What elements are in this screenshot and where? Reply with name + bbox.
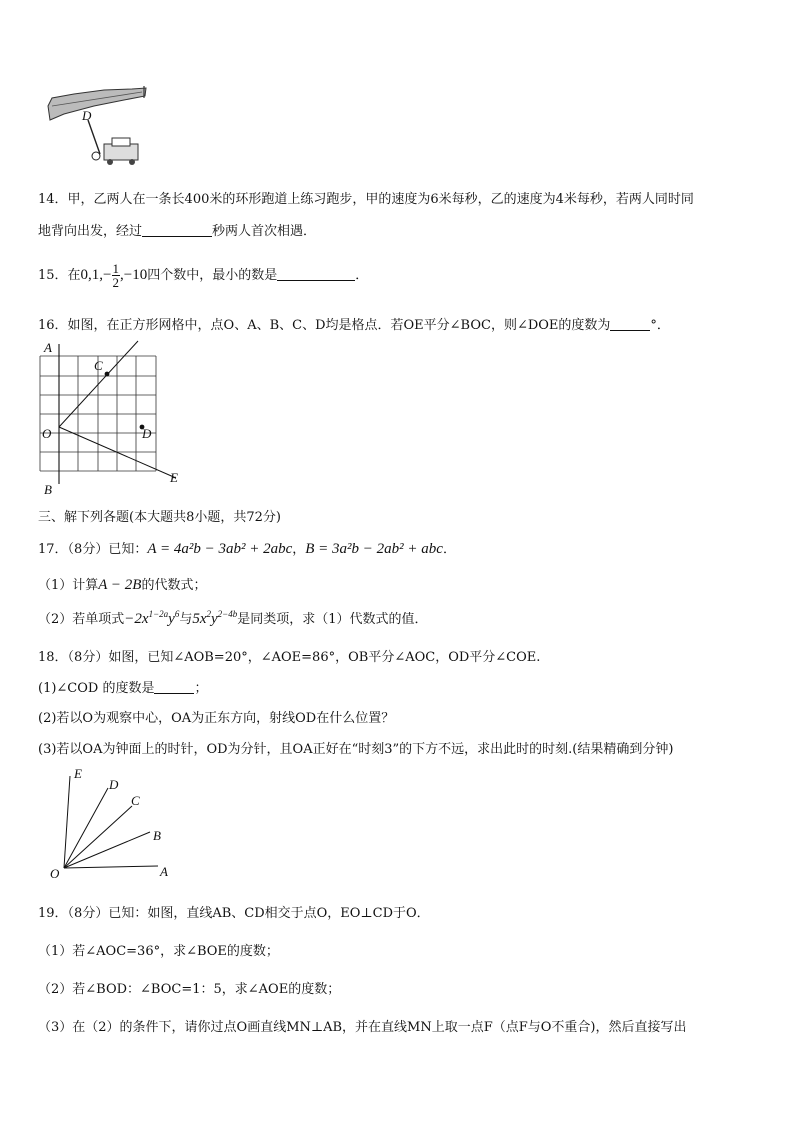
q16-label-e: E [170,470,178,485]
q16-label-a: A [44,340,52,355]
q17-m1-yexp: 6 [174,609,180,619]
q16-text: 16．如图，在正方形网格中，点O、A、B、C、D均是格点．若OE平分∠BOC，则∠DOE的度数为 [38,318,611,333]
q17-m1-base: −2x [124,611,149,627]
q17-monomial-1 [124,611,179,627]
q17-p2-post: 是同类项，求（1）代数式的值． [237,612,428,627]
q17-part2 [38,608,428,628]
q16-label-o: O [42,426,52,441]
q18-label-c: C [131,793,140,808]
q16-label-b: B [44,482,52,497]
q19-part1: （1）若∠AOC=36°，求∠BOE的度数； [38,944,279,959]
q18-angle-figure [40,762,190,886]
q17-head-line [38,538,456,558]
q19-part2: （2）若∠BOD：∠BOC=1：5，求∠AOE的度数； [38,982,341,997]
q18-label-d: D [109,777,119,792]
q15-pre: 15．在 [38,268,81,283]
q17-p1-post: 的代数式； [141,578,207,593]
q18-part1 [38,677,207,696]
q17-expr-a: A = 4a²b − 3ab² + 2abc [147,541,293,557]
q17-m2-yexp: 2−4b [217,609,238,619]
q17-p1-expr: A − 2B [98,577,142,593]
q17-p2-mid: 与 [179,612,193,627]
q14-line2-pre: 地背向出发，经过 [38,224,143,239]
q17-monomial-2 [192,611,237,627]
q17-end: ． [442,542,456,557]
q16-label-d: D [142,426,152,441]
q17-expr-b: B = 3a²b − 2ab² + abc [305,541,443,557]
q16-grid-figure [30,338,190,498]
q18-part3: (3)若以OA为钟面上的时针，OD为分针，且OA正好在“时刻3”的下方不远，求出此时的时刻.(结果精确到分钟) [38,742,674,757]
q17-m2-base: 5x [192,611,207,627]
q17-m2-exp: 2 [206,609,211,619]
q17-head: 17．（8分）已知： [38,542,148,557]
q17-m2-y: y [211,611,218,627]
q14-line2-post: 秒两人首次相遇． [212,224,317,239]
q15-post: 四个数中，最小的数是 [147,268,278,283]
q17-m1-y: y [168,611,175,627]
q15-frac-den: 2 [112,275,120,290]
q18-label-e: E [74,766,82,781]
q18-answer-blank [154,679,194,694]
q14-answer-blank [142,222,212,237]
q17-p2-pre: （2）若单项式 [38,612,125,627]
top-figure [44,84,154,174]
q15-end: ． [355,268,369,283]
q17-m1-exp: 1−2a [148,609,169,619]
q18-head: 18．（8分）如图，已知∠AOB=20°，∠AOE=86°，OB平分∠AOC，OD平分∠COE. [38,650,541,665]
q17-p1-pre: （1）计算 [38,578,99,593]
q19-part3: （3）在（2）的条件下，请你过点O画直线MN⊥AB，并在直线MN上取一点F（点F与O不重合)，然后直接写出 [38,1020,687,1035]
q18-p1-pre: (1)∠COD 的度数是 [38,681,155,696]
q18-label-o: O [50,866,60,881]
q15-nums-a: 0,1,− [80,267,112,283]
q18-part2: (2)若以O为观察中心，OA为正东方向，射线OD在什么位置？ [38,711,395,726]
q15-nums-b: ,−10 [120,267,148,283]
q17-part1 [38,574,206,594]
q16-line [38,314,670,333]
q15-line [38,262,368,289]
q16-label-c: C [94,358,103,373]
q15-frac-num: 1 [112,261,120,276]
q14-line1: 14．甲，乙两人在一条长400米的环形跑道上练习跑步，甲的速度为6米每秒，乙的速度为4米每秒，若两人同时同 [38,192,694,207]
q18-p1-post: ； [194,681,208,696]
q17-sep: ， [292,542,306,557]
q16-answer-blank [610,316,650,331]
q14-line2 [38,220,316,239]
q16-end: °． [650,318,670,333]
q15-answer-blank [277,266,355,281]
q15-fraction [112,262,121,289]
q18-label-b: B [153,828,161,843]
top-figure-label-d: D [82,108,92,123]
q18-label-a: A [160,864,168,879]
section-3-title: 三、解下列各题(本大题共8小题，共72分) [38,510,281,525]
q19-head: 19．（8分）已知：如图，直线AB、CD相交于点O，EO⊥CD于O． [38,906,430,921]
